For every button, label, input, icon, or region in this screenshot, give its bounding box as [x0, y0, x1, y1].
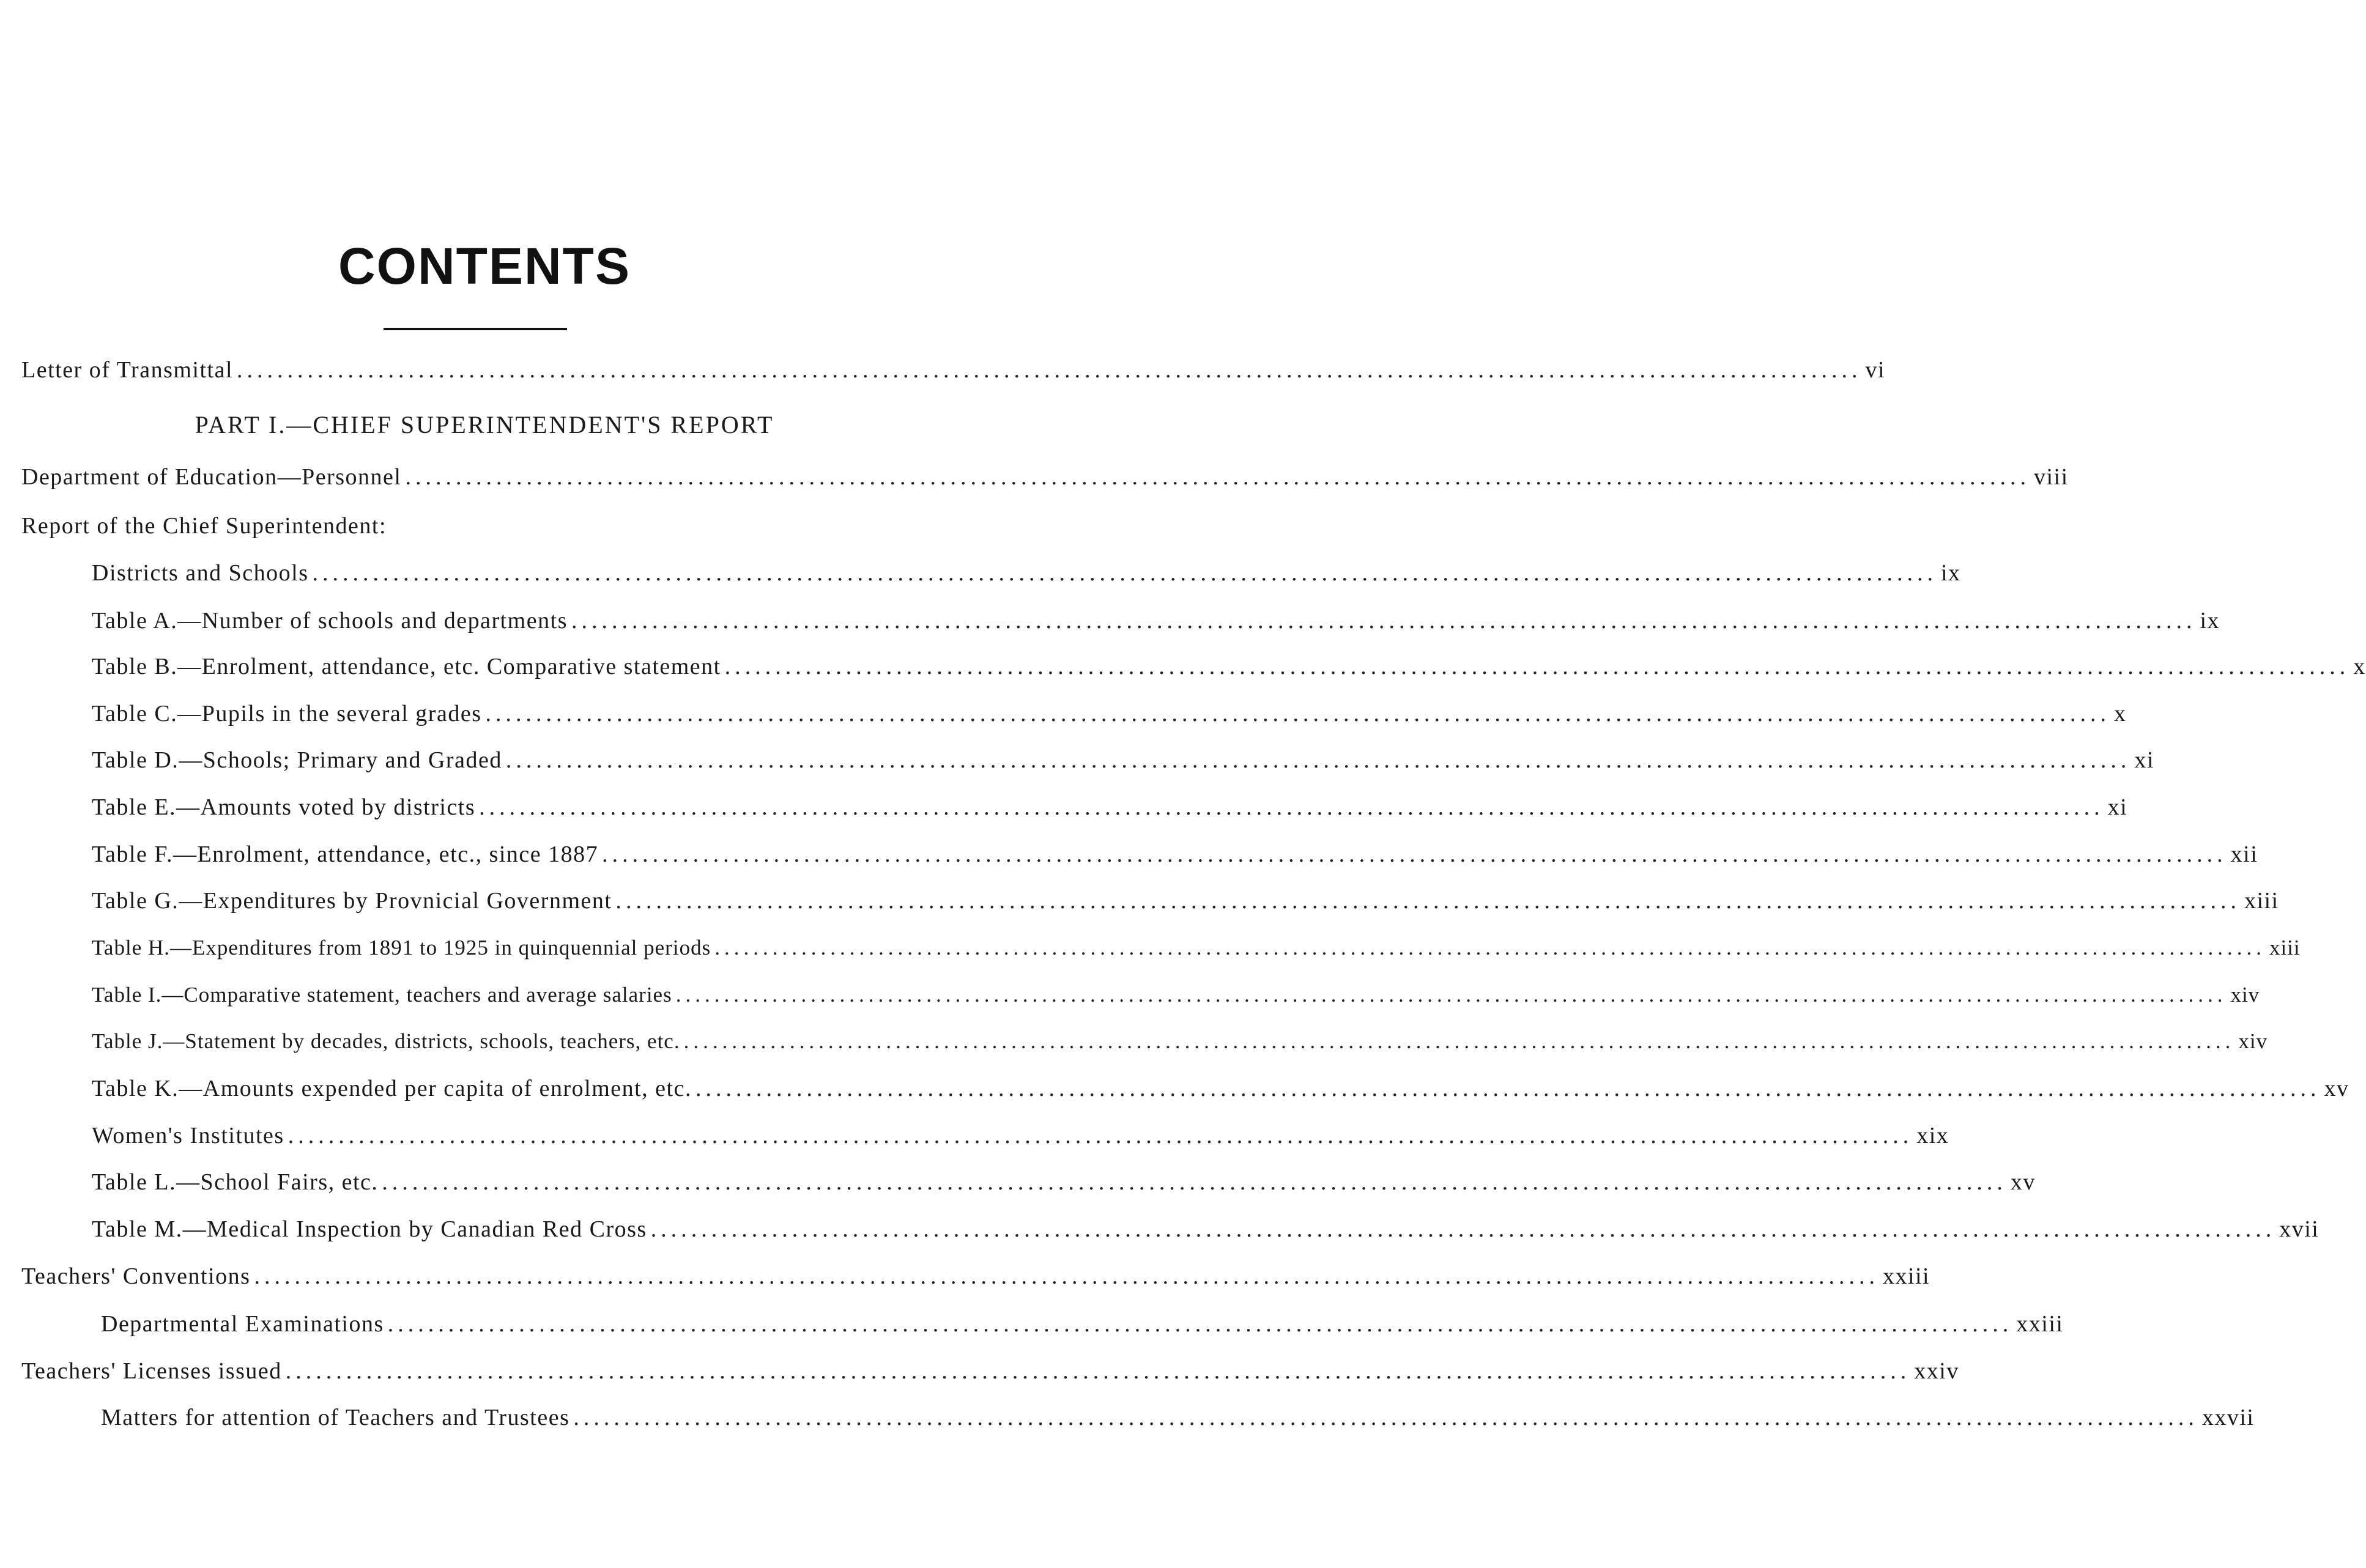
dot-leader: .................................................................................................................................................................: [254, 1263, 1879, 1289]
toc-entry-label: Departmental Examinations: [101, 1311, 384, 1337]
toc-entry-page: xvii: [2279, 1216, 2320, 1242]
toc-entry-label: Table A.—Number of schools and departments: [92, 608, 568, 634]
toc-entry-table-m[interactable]: [92, 1214, 2320, 1244]
dot-leader: .................................................................................................................................................................: [285, 1358, 1911, 1384]
toc-entry-page: x: [2353, 654, 2366, 679]
toc-entry-label: Table G.—Expenditures by Provnicial Government: [92, 888, 612, 914]
toc-entry-department-of-education[interactable]: [21, 462, 2069, 492]
toc-entry-label: Table J.—Statement by decades, districts, schools, teachers, etc.: [92, 1029, 680, 1053]
toc-entry-matters-for-attention[interactable]: [101, 1402, 2255, 1433]
toc-entry-label: Table C.—Pupils in the several grades: [92, 701, 482, 727]
toc-entry-page: x: [2114, 701, 2127, 727]
toc-entry-table-d[interactable]: [92, 745, 2154, 775]
toc-entry-table-b[interactable]: [92, 651, 2366, 682]
dot-leader: .................................................................................................................................................................: [485, 701, 2110, 727]
title-rule: [384, 328, 567, 330]
toc-entry-page: xv: [2010, 1169, 2036, 1195]
toc-entry-page: xii: [2230, 841, 2258, 867]
dot-leader: .................................................................................................................................................................: [387, 1311, 2013, 1337]
toc-entry-page: xv: [2324, 1076, 2349, 1101]
toc-entry-page: xi: [2107, 794, 2128, 820]
toc-entry-label: Letter of Transmittal: [21, 357, 234, 383]
toc-entry-label: Department of Education—Personnel: [21, 464, 402, 490]
dot-leader: .................................................................................................................................................................: [312, 560, 1937, 586]
toc-entry-table-h[interactable]: [92, 933, 2301, 963]
toc-entry-table-g[interactable]: [92, 886, 2279, 916]
toc-entry-page: xiii: [2244, 888, 2279, 914]
dot-leader: .................................................................................................................................................................: [382, 1169, 2007, 1195]
dot-leader: .................................................................................................................................................................: [675, 983, 2227, 1007]
toc-entry-label: Table M.—Medical Inspection by Canadian Red Cross: [92, 1216, 647, 1242]
toc-entry-label: Table D.—Schools; Primary and Graded: [92, 747, 502, 773]
dot-leader: .................................................................................................................................................................: [287, 1123, 1913, 1148]
toc-entry-page: xiv: [2230, 983, 2260, 1007]
toc-entry-page: viii: [2033, 464, 2069, 490]
toc-entry-label: Table E.—Amounts voted by districts: [92, 794, 476, 820]
dot-leader: .................................................................................................................................................................: [724, 654, 2350, 679]
toc-entry-womens-institutes[interactable]: [92, 1120, 1949, 1151]
toc-entry-page: ix: [2200, 608, 2220, 634]
toc-entry-label: Table H.—Expenditures from 1891 to 1925 in quinquennial periods: [92, 936, 711, 960]
toc-entry-page: xxiv: [1914, 1358, 1959, 1384]
toc-entry-table-c[interactable]: [92, 698, 2127, 729]
dot-leader: .................................................................................................................................................................: [714, 936, 2266, 960]
toc-entry-label: Teachers' Licenses issued: [21, 1358, 282, 1384]
page-title: CONTENTS: [338, 237, 631, 295]
toc-entry-table-l[interactable]: [92, 1167, 2036, 1197]
toc-entry-page: xix: [1916, 1123, 1949, 1148]
toc-entry-table-j[interactable]: [92, 1026, 2268, 1057]
toc-entry-table-a[interactable]: [92, 605, 2220, 636]
toc-entry-districts-and-schools[interactable]: [92, 558, 1961, 588]
toc-entry-label: Table I.—Comparative statement, teachers and average salaries: [92, 983, 672, 1007]
dot-leader: .................................................................................................................................................................: [615, 888, 2241, 914]
dot-leader: .................................................................................................................................................................: [505, 747, 2131, 773]
toc-entry-label: Table F.—Enrolment, attendance, etc., since 1887: [92, 841, 599, 867]
toc-entry-page: xxiii: [1882, 1263, 1930, 1289]
toc-entry-letter-of-transmittal[interactable]: [21, 355, 1886, 385]
part-heading: PART I.—CHIEF SUPERINTENDENT'S REPORT: [195, 411, 774, 438]
toc-entry-label: Teachers' Conventions: [21, 1263, 251, 1289]
toc-entry-page: vi: [1865, 357, 1886, 383]
section-heading-report: Report of the Chief Superintendent:: [21, 513, 387, 539]
toc-entry-label: Matters for attention of Teachers and Trustees: [101, 1405, 570, 1430]
dot-leader: .................................................................................................................................................................: [571, 608, 2197, 634]
dot-leader: .................................................................................................................................................................: [602, 841, 2227, 867]
toc-entry-teachers-conventions[interactable]: [21, 1261, 1930, 1292]
toc-entry-label: Women's Institutes: [92, 1123, 284, 1148]
toc-entry-page: xxvii: [2201, 1405, 2255, 1430]
toc-entry-departmental-examinations[interactable]: [101, 1309, 2064, 1339]
toc-entry-label: Districts and Schools: [92, 560, 309, 586]
toc-entry-page: xxiii: [2016, 1311, 2064, 1337]
toc-entry-page: xiv: [2238, 1029, 2268, 1053]
toc-entry-table-e[interactable]: [92, 792, 2128, 823]
dot-leader: .................................................................................................................................................................: [650, 1216, 2276, 1242]
dot-leader: .................................................................................................................................................................: [479, 794, 2104, 820]
toc-entry-page: xi: [2134, 747, 2154, 773]
dot-leader: .................................................................................................................................................................: [405, 464, 2030, 490]
toc-entry-page: ix: [1940, 560, 1961, 586]
toc-entry-label: Table K.—Amounts expended per capita of enrolment, etc.: [92, 1076, 692, 1101]
dot-leader: .................................................................................................................................................................: [695, 1076, 2321, 1101]
dot-leader: .................................................................................................................................................................: [573, 1405, 2198, 1430]
toc-entry-label: Table L.—School Fairs, etc.: [92, 1169, 379, 1195]
toc-entry-label: Table B.—Enrolment, attendance, etc. Comparative statement: [92, 654, 721, 679]
toc-entry-table-k[interactable]: [92, 1073, 2349, 1104]
toc-entry-page: xiii: [2269, 936, 2301, 960]
dot-leader: .................................................................................................................................................................: [683, 1029, 2235, 1053]
dot-leader: .................................................................................................................................................................: [237, 357, 1862, 383]
toc-entry-table-i[interactable]: [92, 980, 2260, 1010]
toc-entry-table-f[interactable]: [92, 839, 2258, 870]
toc-entry-teachers-licenses[interactable]: [21, 1356, 1959, 1386]
